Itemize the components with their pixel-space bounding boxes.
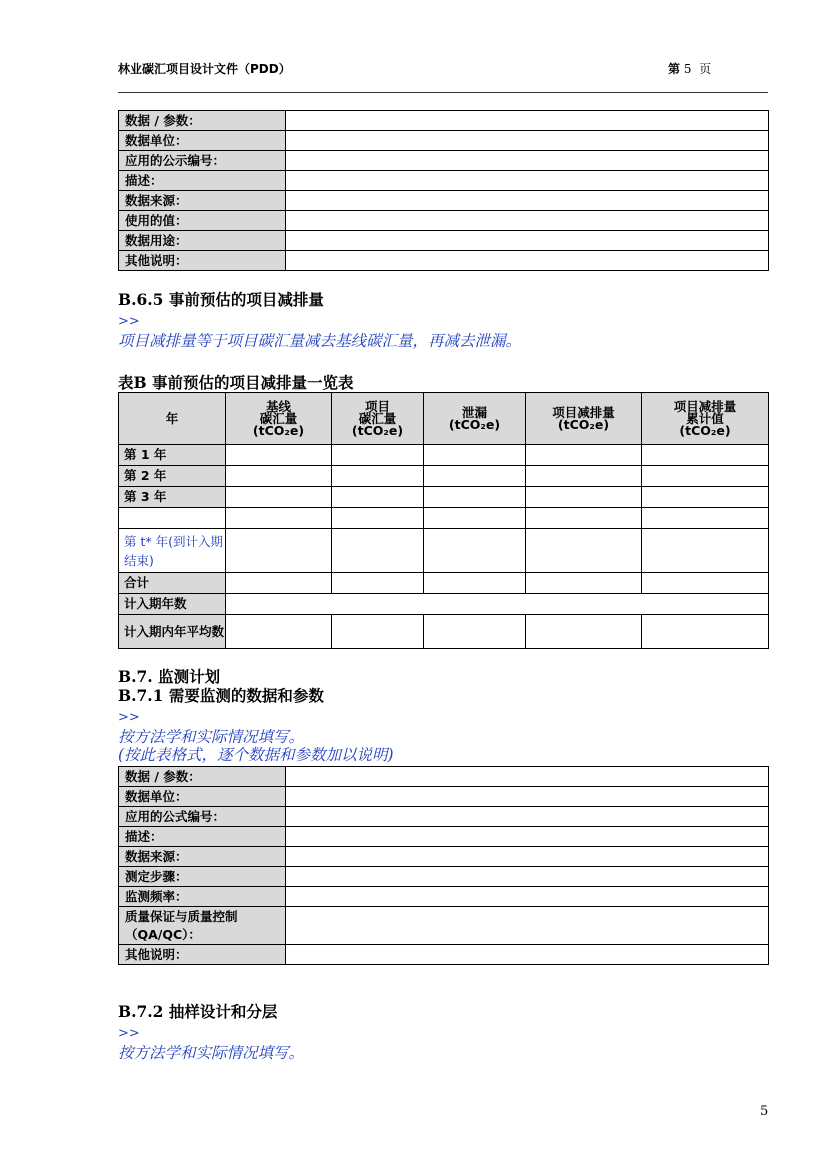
param-label: 应用的公示编号：: [119, 151, 286, 171]
param-value-cell[interactable]: [286, 131, 769, 151]
col-header-leakage: 泄漏 (tCO₂e): [424, 393, 526, 445]
param-label-qaqc: 质量保证与质量控制（QA/QC）：: [119, 907, 286, 945]
section-body-text: 按方法学和实际情况填写。: [118, 1044, 305, 1062]
section-body-text: 项目减排量等于项目碳汇量减去基线碳汇量，再减去泄漏。: [118, 332, 522, 350]
param-value-cell[interactable]: [286, 807, 769, 827]
section-heading-b71: B.7.1 需要监测的数据和参数: [118, 686, 324, 705]
data-cell[interactable]: [226, 508, 332, 529]
data-cell[interactable]: [424, 615, 526, 649]
section-body-text: 按方法学和实际情况填写。: [118, 728, 305, 746]
param-value-cell[interactable]: [286, 827, 769, 847]
data-cell[interactable]: [642, 615, 769, 649]
data-cell[interactable]: [526, 615, 642, 649]
data-cell[interactable]: [332, 445, 424, 466]
col-header-baseline: 基线 碳汇量 (tCO₂e): [226, 393, 332, 445]
data-cell[interactable]: [332, 529, 424, 573]
section-arrow: >>: [118, 1026, 140, 1041]
data-cell[interactable]: [642, 508, 769, 529]
param-value-cell[interactable]: [286, 887, 769, 907]
data-cell[interactable]: [332, 487, 424, 508]
data-cell[interactable]: [226, 487, 332, 508]
param-value-cell[interactable]: [286, 945, 769, 965]
param-value-cell[interactable]: [286, 191, 769, 211]
param-value-cell[interactable]: [286, 767, 769, 787]
param-label: 数据单位：: [119, 131, 286, 151]
page-suffix: 页: [699, 62, 712, 76]
data-cell[interactable]: [332, 573, 424, 594]
param-value-cell[interactable]: [286, 151, 769, 171]
section-arrow: >>: [118, 314, 140, 329]
data-cell[interactable]: [526, 529, 642, 573]
param-value-cell[interactable]: [286, 847, 769, 867]
param-label: 使用的值：: [119, 211, 286, 231]
param-label: 其他说明：: [119, 945, 286, 965]
header-page-number: 5: [683, 62, 692, 76]
param-value-cell[interactable]: [286, 171, 769, 191]
data-cell[interactable]: [332, 466, 424, 487]
header-page-indicator: [668, 60, 711, 77]
data-cell[interactable]: [526, 573, 642, 594]
data-cell[interactable]: [332, 508, 424, 529]
row-label-year-t: 第 t* 年(到计入期结束): [119, 529, 226, 573]
param-value-cell[interactable]: [286, 787, 769, 807]
col-header-reduction: 项目减排量 (tCO₂e): [526, 393, 642, 445]
row-label: 第 2 年: [119, 466, 226, 487]
param-label: 其他说明：: [119, 251, 286, 271]
row-label-years: 计入期年数: [119, 594, 226, 615]
data-cell[interactable]: [424, 487, 526, 508]
data-cell[interactable]: [226, 445, 332, 466]
data-cell[interactable]: [332, 615, 424, 649]
param-label: 描述：: [119, 827, 286, 847]
data-cell[interactable]: [642, 445, 769, 466]
row-label-total: 合计: [119, 573, 226, 594]
param-value-cell[interactable]: [286, 231, 769, 251]
page-prefix: 第: [668, 62, 681, 76]
section-arrow: >>: [118, 710, 140, 725]
param-label: 描述：: [119, 171, 286, 191]
param-label: 测定步骤：: [119, 867, 286, 887]
data-cell[interactable]: [424, 466, 526, 487]
section-heading-b7: B.7. 监测计划: [118, 667, 221, 686]
section-heading-b72: B.7.2 抽样设计和分层: [118, 1002, 278, 1021]
section-heading-b65: B.6.5 事前预估的项目减排量: [118, 290, 324, 309]
footer-page-number: 5: [760, 1104, 769, 1119]
param-value-cell[interactable]: [286, 111, 769, 131]
col-header-project: 项目 碳汇量 (tCO₂e): [332, 393, 424, 445]
data-cell[interactable]: [226, 466, 332, 487]
section-body-note: (按此表格式，逐个数据和参数加以说明): [118, 746, 394, 764]
param-label: 数据单位：: [119, 787, 286, 807]
data-cell[interactable]: [226, 615, 332, 649]
param-label: 监测频率：: [119, 887, 286, 907]
data-cell[interactable]: [526, 487, 642, 508]
data-cell[interactable]: [226, 594, 769, 615]
data-cell[interactable]: [226, 573, 332, 594]
col-header-year: 年: [119, 393, 226, 445]
parameter-table-1: [118, 110, 769, 271]
data-cell[interactable]: [424, 445, 526, 466]
param-label: 数据用途：: [119, 231, 286, 251]
param-value-cell[interactable]: [286, 211, 769, 231]
data-cell[interactable]: [526, 445, 642, 466]
data-cell[interactable]: [424, 529, 526, 573]
col-header-cumulative: 项目减排量 累计值 (tCO₂e): [642, 393, 769, 445]
param-label: 数据 / 参数：: [119, 767, 286, 787]
data-cell[interactable]: [424, 573, 526, 594]
data-cell[interactable]: [642, 573, 769, 594]
data-cell[interactable]: [642, 466, 769, 487]
data-cell[interactable]: [526, 508, 642, 529]
param-value-cell[interactable]: [286, 251, 769, 271]
param-value-cell[interactable]: [286, 867, 769, 887]
param-label: 应用的公式编号：: [119, 807, 286, 827]
row-label-average: 计入期内年平均数: [119, 615, 226, 649]
data-cell[interactable]: [424, 508, 526, 529]
row-label: 第 1 年: [119, 445, 226, 466]
row-label: [119, 508, 226, 529]
data-cell[interactable]: [526, 466, 642, 487]
param-label: 数据 / 参数：: [119, 111, 286, 131]
emission-reduction-table: [118, 392, 769, 649]
data-cell[interactable]: [226, 529, 332, 573]
table-b-caption: 表B 事前预估的项目减排量一览表: [118, 373, 354, 392]
row-label: 第 3 年: [119, 487, 226, 508]
document-title: 林业碳汇项目设计文件（PDD）: [118, 62, 291, 76]
param-label: 数据来源：: [119, 191, 286, 211]
data-cell[interactable]: [642, 529, 769, 573]
data-cell[interactable]: [642, 487, 769, 508]
param-label: 数据来源：: [119, 847, 286, 867]
param-value-cell[interactable]: [286, 907, 769, 945]
header-divider: [118, 92, 768, 93]
parameter-table-2: [118, 766, 769, 965]
